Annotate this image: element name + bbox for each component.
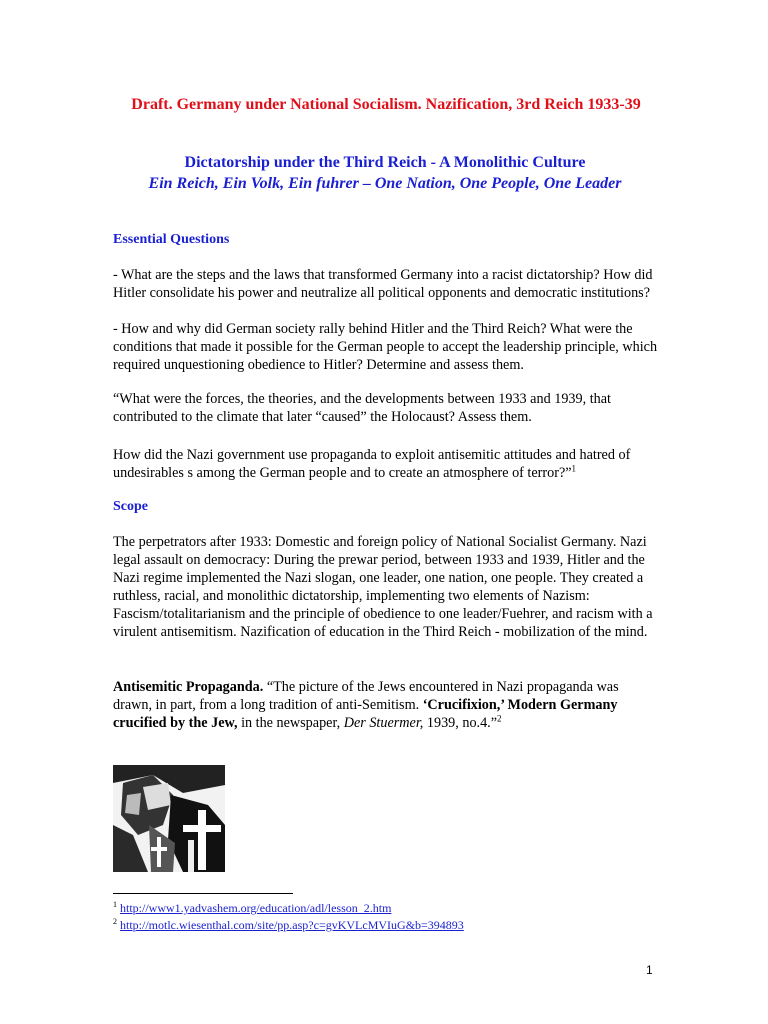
- question-4-text: How did the Nazi government use propaganda to exploit antisemitic attitudes and hatred of undesirables s among the German people and to create an atmosphere of terror?”: [113, 447, 631, 481]
- propaganda-lead: Antisemitic Propaganda.: [113, 679, 264, 695]
- propaganda-text-3: 1939, no.4.”: [423, 715, 498, 731]
- footnote-2: [113, 914, 464, 933]
- scope-heading: Scope: [113, 499, 148, 514]
- document-motto: Ein Reich, Ein Volk, Ein fuhrer – One Nation, One People, One Leader: [148, 175, 622, 192]
- footnote-2-number: 2: [113, 917, 117, 926]
- crucifixion-propaganda-image: [113, 765, 225, 872]
- footnote-1-link[interactable]: http://www1.yadvashem.org/education/adl/lesson_2.htm: [120, 901, 392, 915]
- document-subtitle: Dictatorship under the Third Reich - A Monolithic Culture: [184, 154, 586, 171]
- question-4: [113, 446, 658, 482]
- question-3: “What were the forces, the theories, and the developments between 1933 and 1939, that contributed to the climate that later “caused” the Holocaust? Assess them.: [113, 391, 611, 425]
- footnote-2-link[interactable]: http://motlc.wiesenthal.com/site/pp.asp?c=gvKVLcMVIuG&b=394893: [120, 918, 464, 932]
- propaganda-text-1: “The picture of the Jews encountered in Nazi propaganda was drawn, in part, from a long tradition of anti-Semitism.: [113, 679, 619, 713]
- propaganda-illustration: [113, 765, 225, 872]
- question-2: - How and why did German society rally behind Hitler and the Third Reich? What were the conditions that made it possible for the German people to accept the leadership principle, which required unquestioning obedience to Hitler? Determine and assess them.: [113, 321, 658, 373]
- footnote-separator: [113, 893, 293, 894]
- propaganda-text-2: in the newspaper,: [237, 715, 344, 731]
- page-number: 1: [646, 963, 653, 977]
- essential-questions-heading: Essential Questions: [113, 232, 230, 247]
- scope-body: The perpetrators after 1933: Domestic and foreign policy of National Socialist Germany. Nazi legal assault on democracy: During the prewar period, between 1933 and 1939, Hitler and the Nazi regime implemented the Nazi slogan, one leader, one nation, one people. They created a ruthless, racial, and monolithic dictatorship, implementing two elements of Nazism: Fascism/totalitarianism and the principle of obedience to one leader/Fuehrer, and racism with a virulent antisemitism. Nazification of education in the Third Reich - mobilization of the mind.: [113, 534, 653, 640]
- footnote-ref-1[interactable]: 1: [571, 463, 577, 474]
- newspaper-name: Der Stuermer,: [343, 715, 424, 731]
- propaganda-bold: ‘Crucifixion,’ Modern Germany crucified by the Jew,: [113, 697, 618, 731]
- footnote-ref-2[interactable]: 2: [497, 713, 502, 724]
- question-1: - What are the steps and the laws that transformed Germany into a racist dictatorship? How did Hitler consolidate his power and neutralize all political opponents and democratic institutions?: [113, 267, 653, 301]
- propaganda-paragraph: [113, 678, 658, 732]
- footnote-1-number: 1: [113, 900, 117, 909]
- document-title: Draft. Germany under National Socialism. Nazification, 3rd Reich 1933-39: [131, 96, 641, 113]
